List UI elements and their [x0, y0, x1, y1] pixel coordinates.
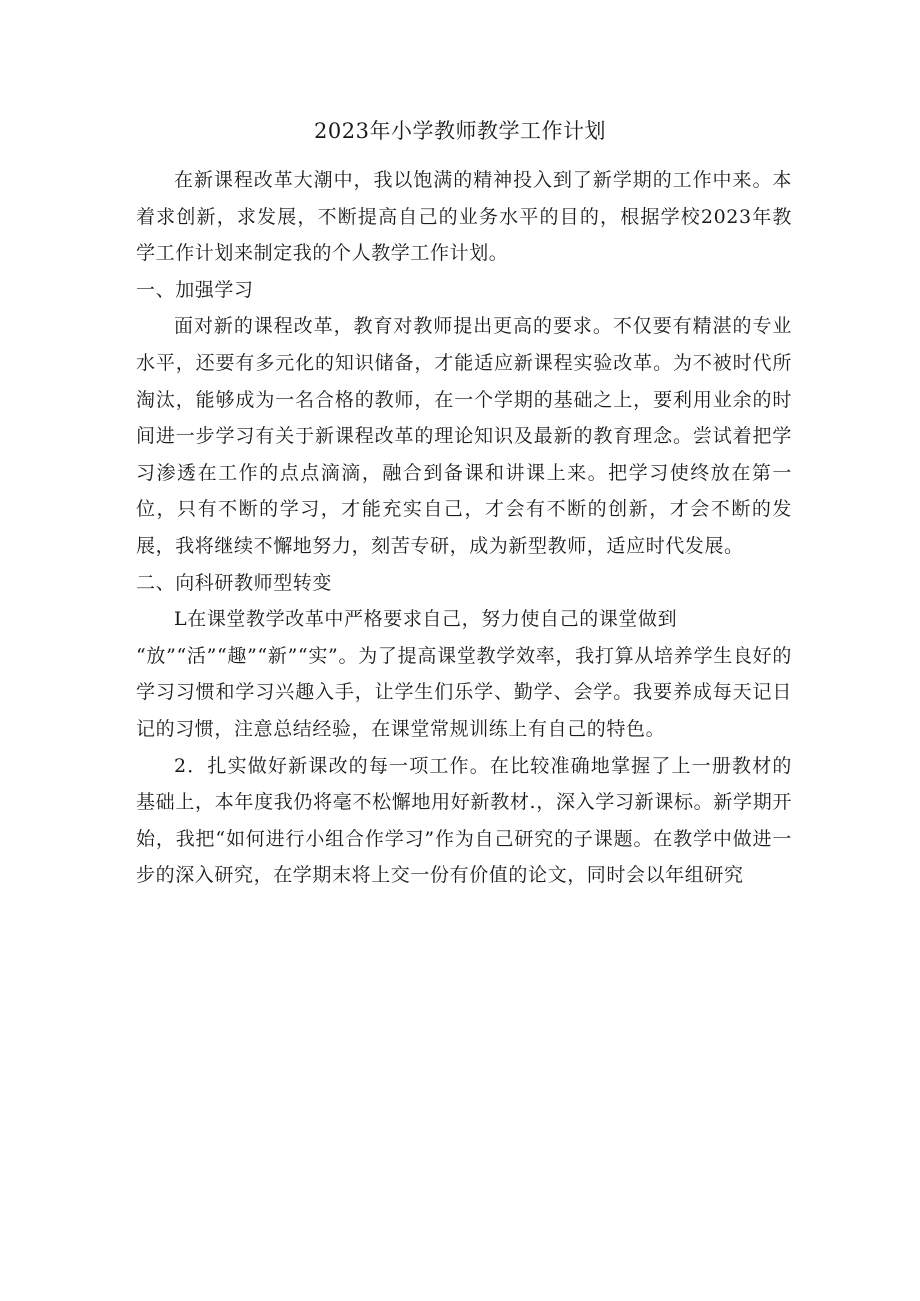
section-1-heading: 一、加强学习: [136, 278, 254, 301]
section-2-item-2: 2．扎实做好新课改的每一项工作。在比较准确地掌握了上一册教材的基础上，本年度我仍将毫不松懈地用好新教材.，深入学习新课标。新学期开始，我把“如何进行小组合作学习”作为自己研究的子课题。在教学中做进一步的深入研究，在学期末将上交一份有价值的论文，同时会以年组研究: [136, 754, 792, 887]
section-1-paragraph: 面对新的课程改革，教育对教师提出更高的要求。不仅要有精湛的专业水平，还要有多元化的知识储备，才能适应新课程实验改革。为不被时代所淘汰，能够成为一名合格的教师，在一个学期的基础之上，要利用业余的时间进一步学习有关于新课程改革的理论知识及最新的教育理念。尝试着把学习渗透在工作的点点滴滴，融合到备课和讲课上来。把学习使终放在第一位，只有不断的学习，才能充实自己，才会有不断的创新，才会不断的发展，我将继续不懈地努力，刻苦专研，成为新型教师，适应时代发展。: [136, 315, 792, 557]
section-2-item-1-continuation: “放”“活”“趣”“新”“实”。为了提高课堂教学效率，我打算从培养学生良好的学习习惯和学习兴趣入手，让学生们乐学、勤学、会学。我要养成每天记日记的习惯，注意总结经验，在课堂常规训练上有自己的特色。: [136, 644, 792, 740]
section-2-heading: 二、向科研教师型转变: [136, 571, 333, 594]
document-title: 2023年小学教师教学工作计划: [314, 119, 606, 143]
section-2-item-1-first-line: L在课堂教学改革中严格要求自己，努力使自己的课堂做到: [174, 608, 678, 631]
document-body: [136, 162, 792, 894]
intro-paragraph: 在新课程改革大潮中，我以饱满的精神投入到了新学期的工作中来。本着求创新，求发展，不断提高自己的业务水平的目的，根据学校2023年教学工作计划来制定我的个人教学工作计划。: [136, 169, 792, 265]
